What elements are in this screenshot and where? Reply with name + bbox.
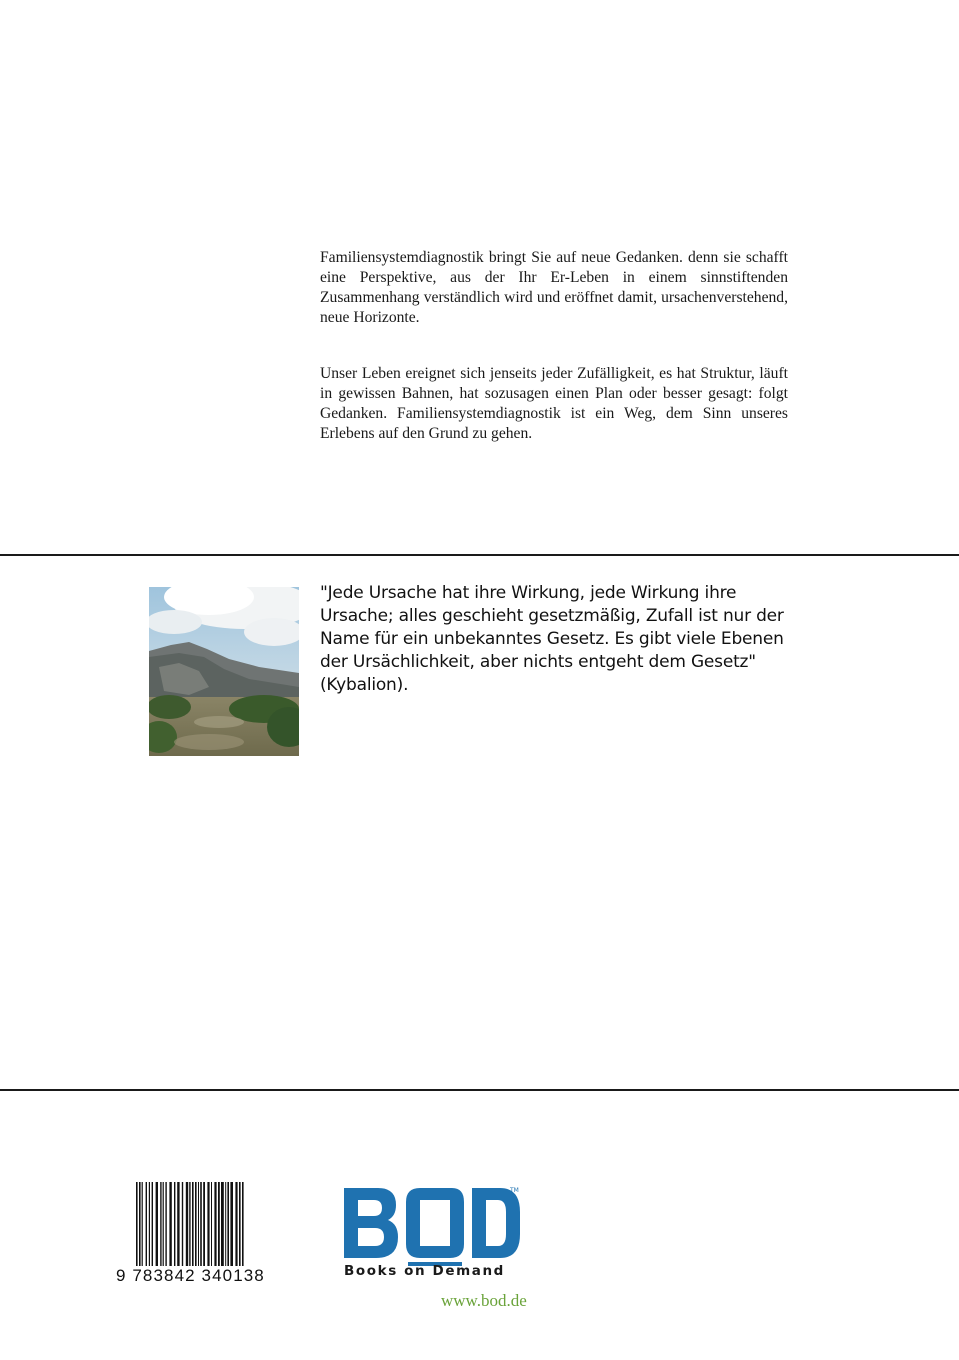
divider-bottom <box>0 1089 959 1091</box>
barcode-bar <box>189 1182 190 1270</box>
barcode-bar <box>169 1182 171 1270</box>
barcode-bar <box>230 1182 233 1270</box>
barcode-bar <box>139 1182 141 1270</box>
bod-url[interactable]: www.bod.de <box>441 1291 527 1310</box>
barcode-bar <box>235 1182 237 1270</box>
mountain-photo <box>149 587 299 756</box>
barcode-bar <box>200 1182 202 1270</box>
barcode-bar <box>165 1182 166 1270</box>
barcode-bar <box>152 1182 153 1270</box>
barcode-bar <box>203 1182 205 1270</box>
barcode-bar <box>174 1182 175 1270</box>
barcode-bar <box>207 1182 209 1270</box>
barcode-bar <box>146 1182 147 1270</box>
barcode-bar <box>160 1182 161 1270</box>
barcode-bar <box>239 1182 241 1270</box>
blurb-paragraph-1: Familiensystemdiagnostik bringt Sie auf neue Gedanken. denn sie schafft eine Perspektive, aus der Ihr Er-Leben in einem sinnstiftenden Zusammenhang verständlich wird und eröffnet damit, ursachenverstehend, neue Horizonte. <box>320 249 788 326</box>
barcode-bar <box>195 1182 197 1270</box>
barcode-bar <box>149 1182 150 1270</box>
barcode-bar <box>211 1182 212 1270</box>
barcode-bar <box>225 1182 226 1270</box>
barcode-bar <box>218 1182 220 1270</box>
barcode-bar <box>227 1182 229 1270</box>
blurb-paragraph-2: Unser Leben ereignet sich jenseits jeder Zufälligkeit, es hat Struktur, läuft in gewissen Bahnen, hat sozusagen einen Plan oder besser gesagt: folgt Gedanken. Familiensystemdiagnostik ist ein Weg, dem Sinn unseres Erlebens auf den Grund zu gehen. <box>320 365 788 442</box>
barcode-bar <box>186 1182 188 1270</box>
trademark-mark: TM <box>510 1187 519 1194</box>
barcode-bar <box>177 1182 179 1270</box>
barcode-bar <box>192 1182 194 1270</box>
divider-top <box>0 554 959 556</box>
barcode-bar <box>182 1182 183 1270</box>
barcode-bar <box>163 1182 164 1270</box>
kybalion-quote: "Jede Ursache hat ihre Wirkung, jede Wirkung ihre Ursache; alles geschieht gesetzmäßig, Zufall ist nur der Name für ein unbekanntes Gesetz. Es gibt viele Ebenen der Ursächlichkeit, aber nichts entgeht dem Gesetz" (Kybalion). <box>320 583 784 695</box>
barcode-bar <box>214 1182 216 1270</box>
barcode-bar <box>142 1182 143 1270</box>
barcode-bar <box>136 1182 138 1270</box>
barcode-bar <box>221 1182 224 1270</box>
bod-tagline: Books on Demand <box>344 1263 505 1279</box>
barcode-bar <box>156 1182 158 1270</box>
barcode-bar <box>198 1182 199 1270</box>
isbn-digits: 9 783842 340138 <box>116 1266 316 1286</box>
barcode-bar <box>242 1182 244 1270</box>
